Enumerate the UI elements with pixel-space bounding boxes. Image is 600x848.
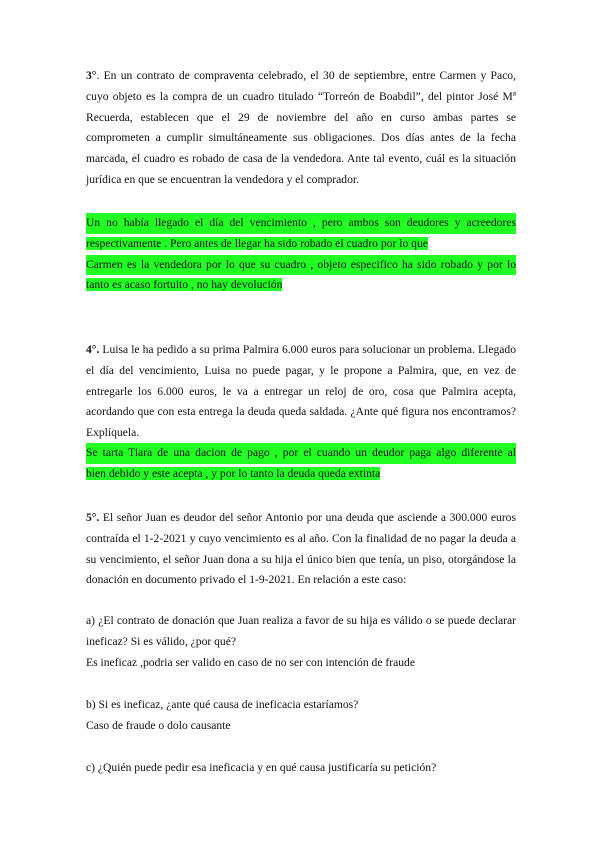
question-5-text: El señor Juan es deudor del señor Antonio por una deuda que asciende a 300.000 euros contraída el 1-2-2021 y cuyo vencimiento es al año. Con la finalidad de no pagar la deuda a su vencimiento, el señor Juan dona a su hija el único bien que tenía, un piso, otorgándose la donación en documento privado el 1-9-2021. En relación a este caso: xyxy=(86,511,516,587)
answer-3-highlight xyxy=(86,213,516,296)
answer-5b: Caso de fraude o dolo causante xyxy=(86,719,231,732)
answer-4-highlight xyxy=(86,443,516,485)
answer-3-line-4: tanto es acaso fortuito , no hay devolución xyxy=(86,278,283,292)
question-3 xyxy=(86,66,516,191)
question-5-number: 5°. xyxy=(86,511,100,524)
question-4 xyxy=(86,340,516,444)
answer-5a: Es ineficaz ,podria ser valido en caso de no ser con intención de fraude xyxy=(86,656,416,669)
question-3-number: 3° xyxy=(86,69,97,82)
answer-4-line-1: Se tarta Tiara de una dacion de pago , por el cuando un deudor paga algo diferente al xyxy=(86,443,516,464)
question-4-number: 4°. xyxy=(86,343,100,356)
question-5 xyxy=(86,508,516,591)
answer-4-line-2: bien debido y este acepta , y por lo tanto la deuda queda extinta xyxy=(86,466,381,480)
answer-3-line-1: Un no había llegado el día del vencimiento , pero ambos son deudores y acreedores xyxy=(86,213,516,234)
answer-3-line-2: respectivamente . Pero antes de llegar ha sido robado el cuadro por lo que xyxy=(86,236,428,250)
question-5b: b) Si es ineficaz, ¿ante qué causa de ineficacia estaríamos? xyxy=(86,698,359,711)
question-5a: a) ¿El contrato de donación que Juan realiza a favor de su hija es válido o se puede declarar ineficaz? Si es válido, ¿por qué? xyxy=(86,614,516,648)
question-3-text: . En un contrato de compraventa celebrado, el 30 de septiembre, entre Carmen y Paco, cuyo objeto es la compra de un cuadro titulado “Torreón de Boabdil”, del pintor José Mª Recuerda, establecen que el 29 de noviembre del año en curso ambas partes se comprometen a cumplir simultáneamente sus obligaciones. Dos días antes de la fecha marcada, el cuadro es robado de casa de la vendedora. Ante tal evento, cuál es la situación jurídica en que se encuentran la vendedora y el comprador. xyxy=(86,69,516,186)
question-4-text: Luisa le ha pedido a su prima Palmira 6.000 euros para solucionar un problema. Llegado el día del vencimiento, Luisa no puede pagar, y le propone a Palmira, que, en vez de entregarle los 6.000 euros, le va a entregar un reloj de oro, cosa que Palmira acepta, acordando que con esta entrega la deuda queda saldada. ¿Ante qué figura nos encontramos? Explíquela. xyxy=(86,343,516,440)
answer-3-line-3: Carmen es la vendedora por lo que su cuadro , objeto especifico ha sido robado y por lo xyxy=(86,255,516,276)
question-5c: c) ¿Quién puede pedir esa ineficacia y en qué causa justificaría su petición? xyxy=(86,761,437,774)
